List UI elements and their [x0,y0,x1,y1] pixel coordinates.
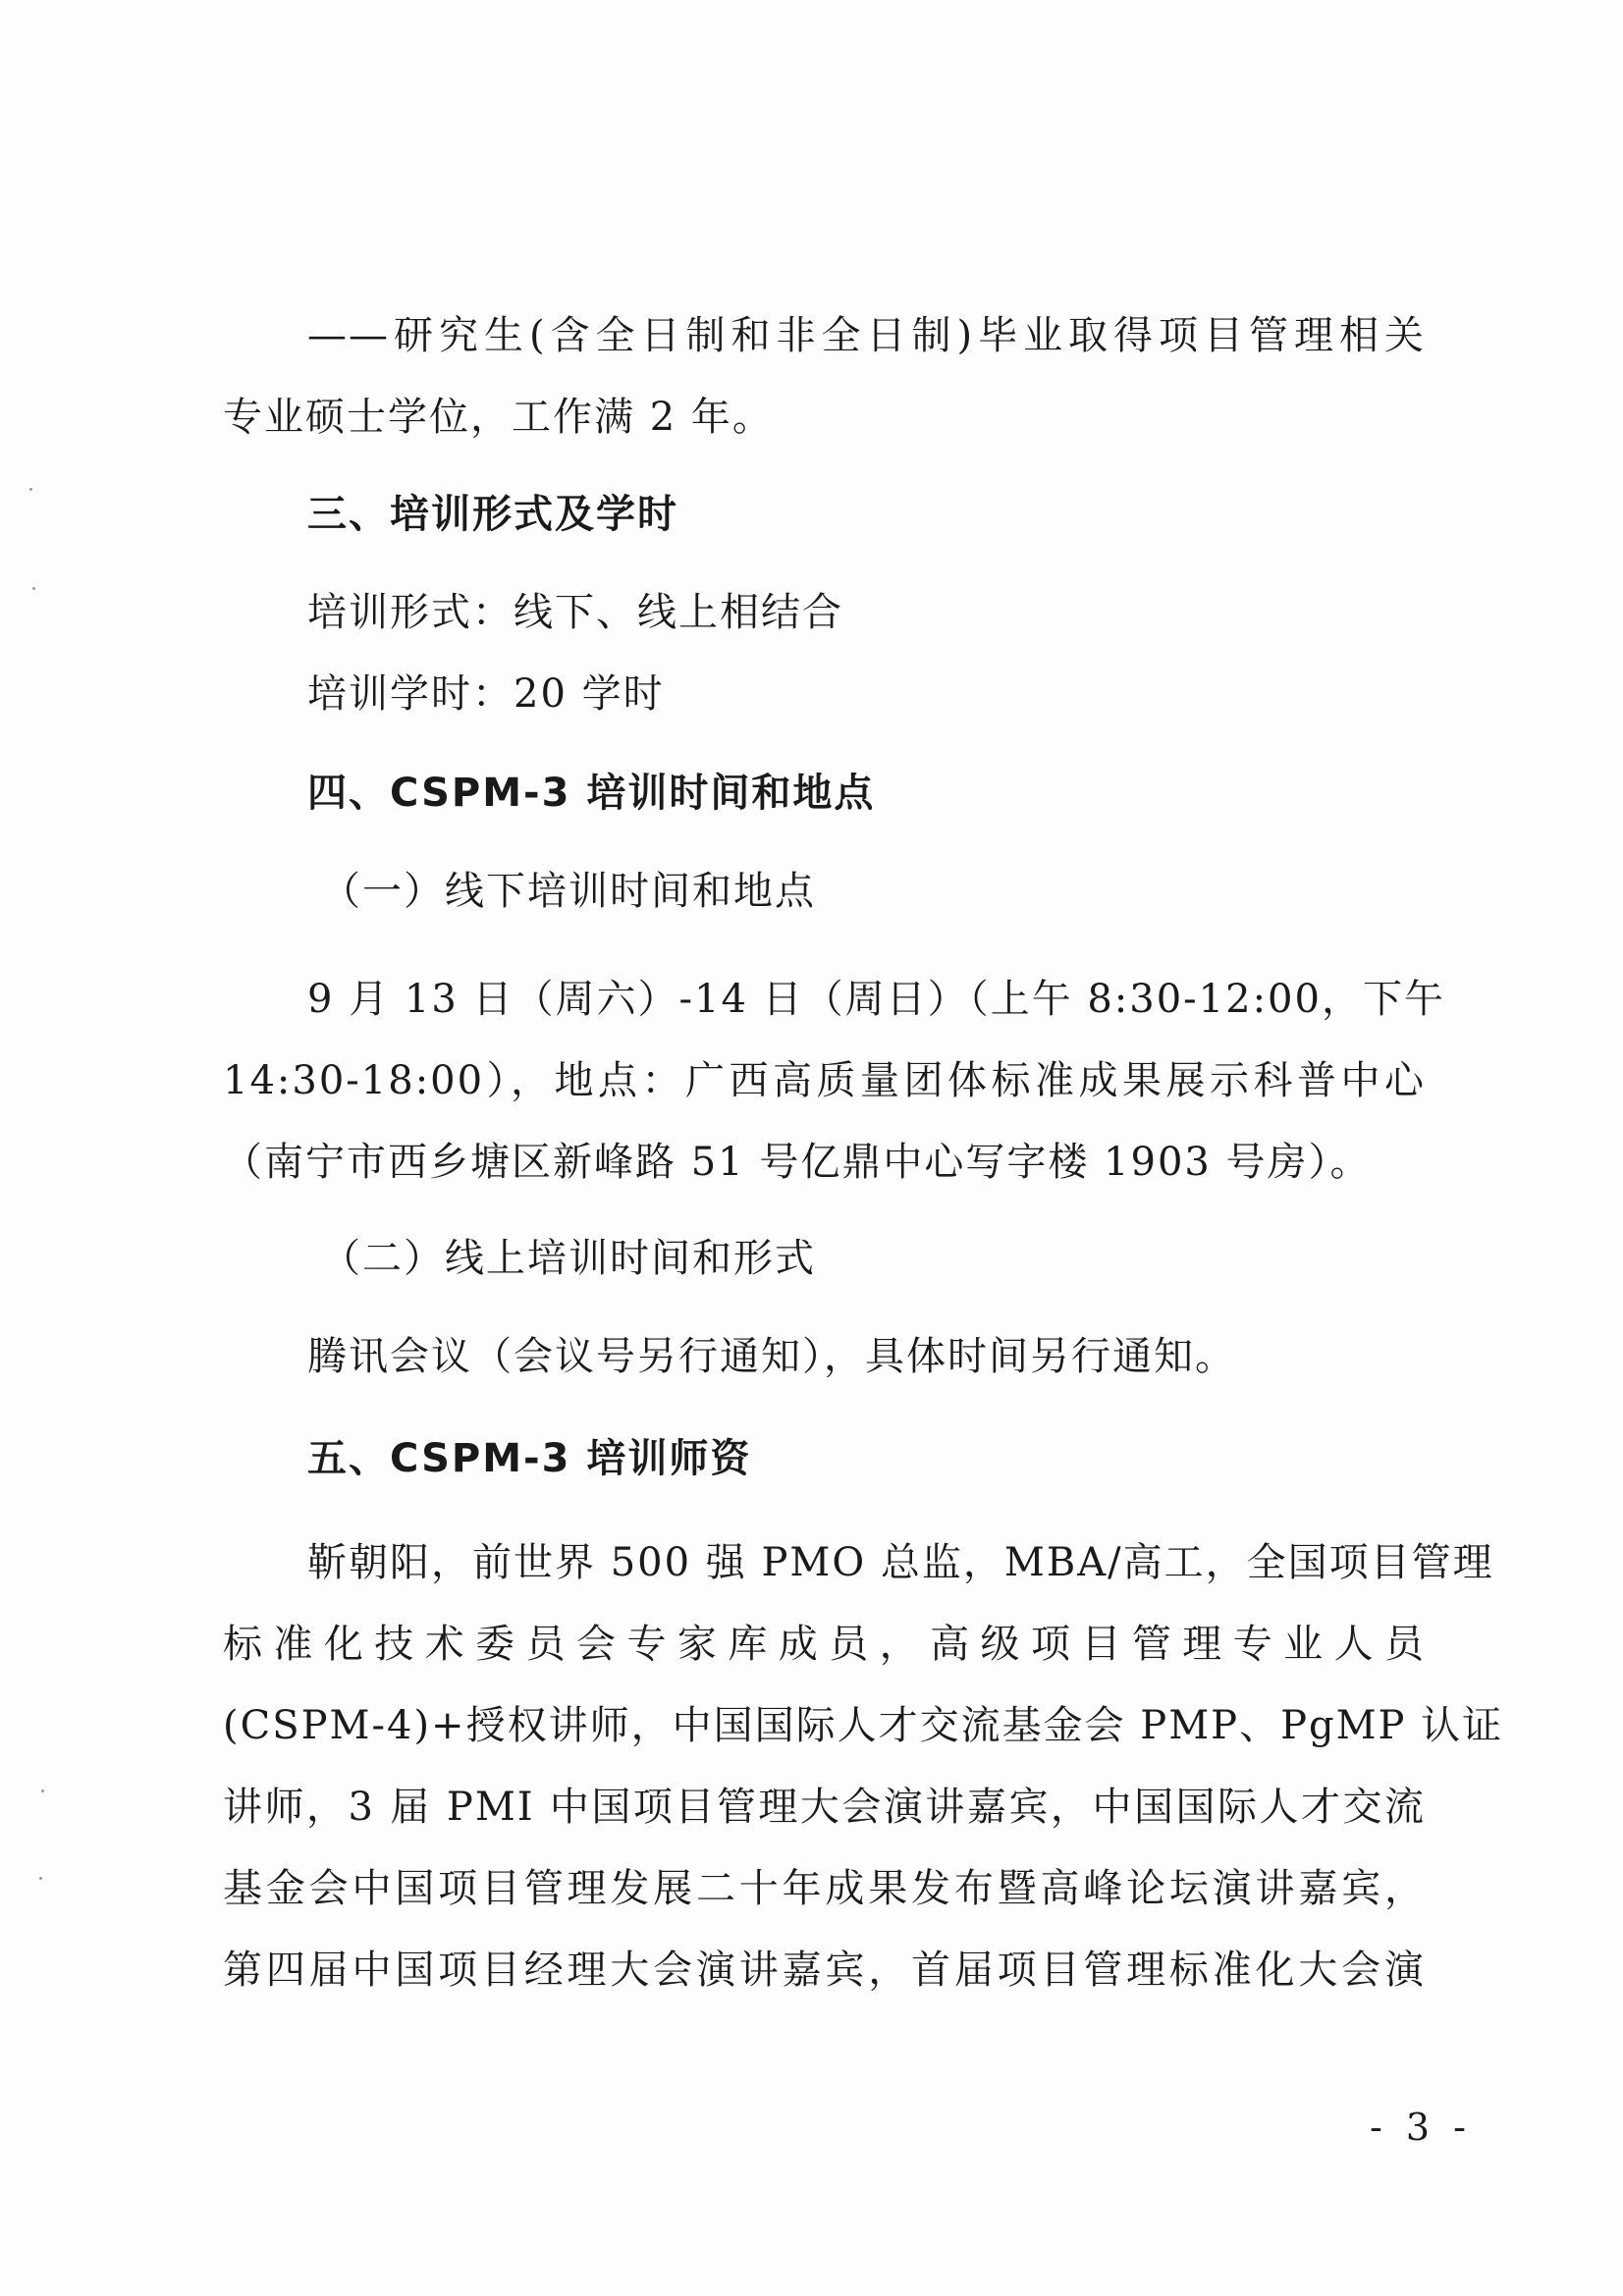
paragraph-line: ——研究生(含全日制和非全日制)毕业取得项目管理相关 [307,313,1426,358]
paragraph-line: 腾讯会议（会议号另行通知），具体时间另行通知。 [307,1334,1236,1379]
scan-speck [29,488,32,491]
section-heading: 五、CSPM-3 培训师资 [307,1436,752,1481]
paragraph-line: 基金会中国项目管理发展二十年成果发布暨高峰论坛演讲嘉宾， [223,1866,1426,1911]
paragraph-line: 培训学时：20 学时 [307,671,665,717]
paragraph-line: （南宁市西乡塘区新峰路 51 号亿鼎中心写字楼 1903 号房）。 [223,1140,1372,1185]
paragraph-line: 讲师，3 届 PMI 中国项目管理大会演讲嘉宾，中国国际人才交流 [223,1785,1426,1830]
paragraph-line: 靳朝阳，前世界 500 强 PMO 总监，MBA/高工，全国项目管理 [307,1540,1494,1585]
scan-speck [41,1789,44,1792]
paragraph-line: 标准化技术委员会专家库成员，高级项目管理专业人员 [223,1622,1426,1667]
section-heading: 三、培训形式及学时 [307,492,678,537]
scan-speck [32,587,35,590]
scan-speck [39,1877,42,1880]
paragraph-line: 第四届中国项目经理大会演讲嘉宾，首届项目管理标准化大会演 [223,1948,1426,1993]
paragraph-line: (CSPM-4)+授权讲师，中国国际人才交流基金会 PMP、PgMP 认证 [223,1703,1504,1748]
paragraph-line: 14:30-18:00），地点：广西高质量团体标准成果展示科普中心 [223,1058,1426,1103]
paragraph-line: 专业硕士学位，工作满 2 年。 [223,395,774,440]
subsection-heading: （一）线下培训时间和地点 [321,869,816,914]
page-number: - 3 - [1370,2106,1473,2149]
paragraph-line: 9 月 13 日（周六）-14 日（周日）（上午 8:30-12:00，下午 [307,977,1445,1022]
subsection-heading: （二）线上培训时间和形式 [321,1236,816,1281]
paragraph-line: 培训形式：线下、线上相结合 [307,590,843,635]
section-heading: 四、CSPM-3 培训时间和地点 [307,771,876,816]
